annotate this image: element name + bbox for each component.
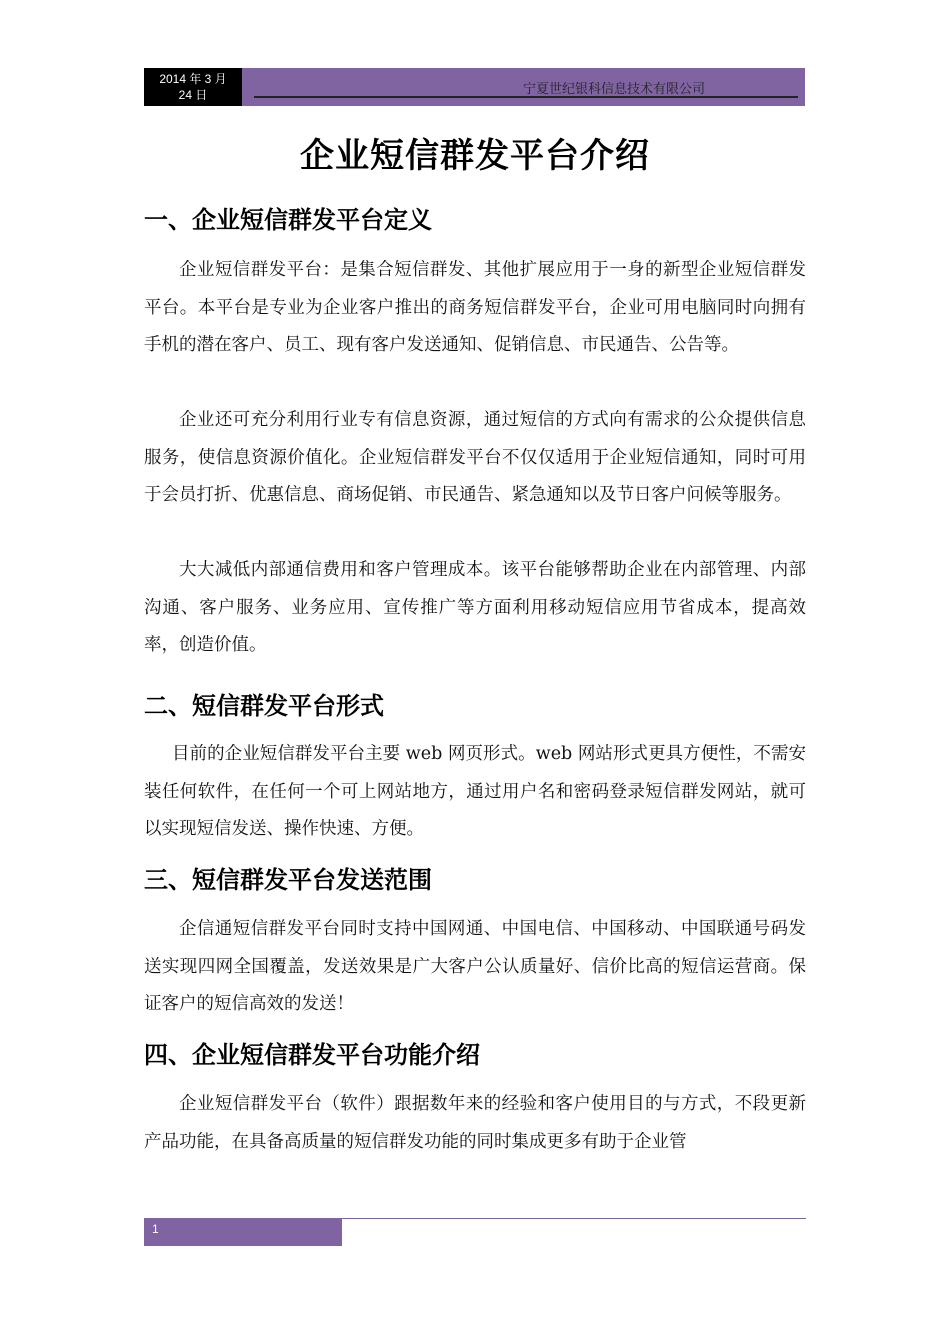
document-title: 企业短信群发平台介绍 (300, 136, 650, 176)
section-heading-3: 三、短信群发平台发送范围 (144, 865, 432, 894)
page-number: 1 (152, 1222, 159, 1236)
header-date (144, 68, 242, 106)
section-4-paragraph-1: 企业短信群发平台（软件）跟据数年来的经验和客户使用目的与方式，不段更新产品功能，在具备高质量的短信群发功能的同时集成更多有助于企业管 (144, 1094, 806, 1152)
footer-page-box (144, 1219, 342, 1246)
header-date-line2: 24 日 (178, 88, 208, 102)
section-1-paragraph-2: 企业还可充分利用行业专有信息资源，通过短信的方式向有需求的公众提供信息服务，使信息资源价值化。企业短信群发平台不仅仅适用于企业短信通知，同时可用于会员打折、优惠信息、商场促销、市民通告、紧急通知以及节日客户问候等服务。 (144, 410, 806, 505)
section-2-paragraph-1: 目前的企业短信群发平台主要 web 网页形式。web 网站形式更具方便性，不需安装任何软件，在任何一个可上网站地方，通过用户名和密码登录短信群发网站，就可以实现短信发送、操作快速、方便。 (144, 744, 806, 839)
header-date-line1: 2014 年 3 月 (159, 72, 227, 86)
section-1-paragraph-1: 企业短信群发平台：是集合短信群发、其他扩展应用于一身的新型企业短信群发平台。本平台是专业为企业客户推出的商务短信群发平台，企业可用电脑同时向拥有手机的潜在客户、员工、现有客户发送通知、促销信息、市民通告、公告等。 (144, 260, 806, 355)
section-heading-2: 二、短信群发平台形式 (144, 691, 384, 720)
section-heading-4: 四、企业短信群发平台功能介绍 (144, 1040, 480, 1069)
header-rule (254, 96, 798, 98)
header-company: 宁夏世纪银科信息技术有限公司 (522, 81, 705, 96)
section-1-paragraph-3: 大大减低内部通信费用和客户管理成本。该平台能够帮助企业在内部管理、内部沟通、客户服务、业务应用、宣传推广等方面利用移动短信应用节省成本，提高效率，创造价值。 (144, 560, 806, 655)
section-3-paragraph-1: 企信通短信群发平台同时支持中国网通、中国电信、中国移动、中国联通号码发送实现四网全国覆盖，发送效果是广大客户公认质量好、信价比高的短信运营商。保证客户的短信高效的发送！ (144, 919, 806, 1014)
section-heading-1: 一、企业短信群发平台定义 (144, 205, 432, 234)
